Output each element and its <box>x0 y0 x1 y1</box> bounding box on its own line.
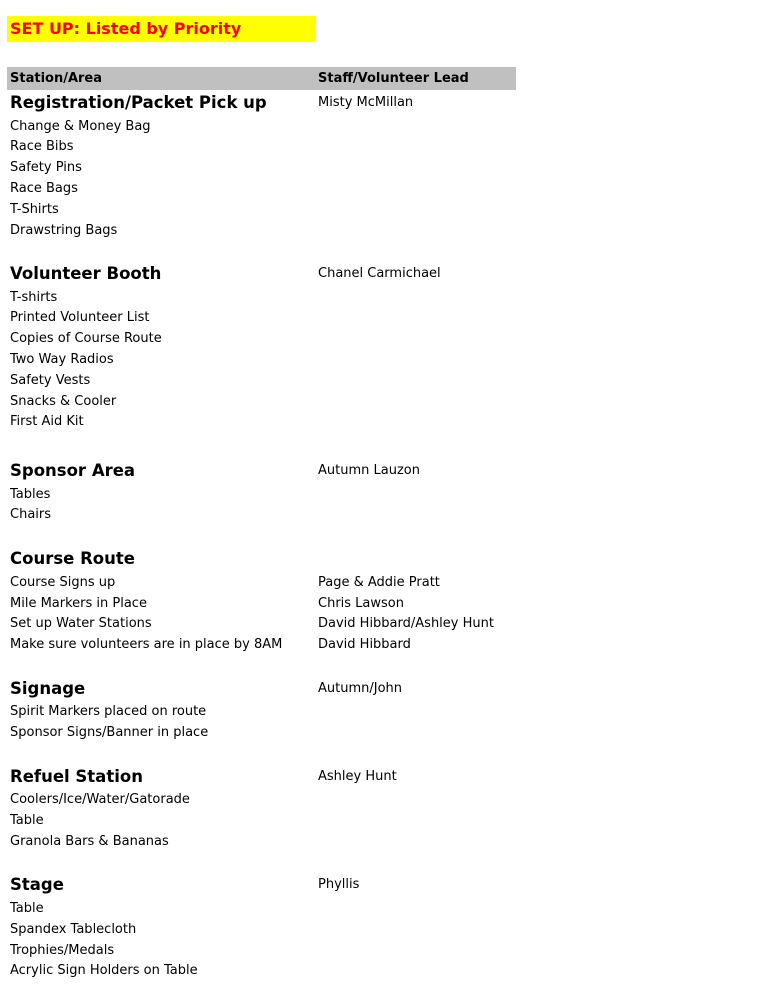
item-text: Spandex Tablecloth <box>10 922 137 937</box>
section-header-signage <box>0 678 767 699</box>
list-item <box>0 349 767 370</box>
section-lead: Autumn/John <box>318 681 403 696</box>
section-lead: Chanel Carmichael <box>318 266 441 281</box>
list-item <box>0 370 767 391</box>
list-item <box>0 831 767 852</box>
column-header-row <box>7 67 516 90</box>
list-item <box>0 960 767 981</box>
item-text: Race Bags <box>10 181 78 196</box>
section-header-course-route <box>0 548 767 569</box>
item-text: T-Shirts <box>10 202 59 217</box>
section-title: Registration/Packet Pick up <box>10 93 267 112</box>
list-item <box>0 810 767 831</box>
item-text: Two Way Radios <box>10 352 114 367</box>
section-title: Volunteer Booth <box>10 264 162 283</box>
section-title: Signage <box>10 679 86 698</box>
section-lead: Misty McMillan <box>318 95 414 110</box>
section-lead: Autumn Lauzon <box>318 463 420 478</box>
item-text: Chairs <box>10 507 52 522</box>
item-text: Race Bibs <box>10 139 74 154</box>
section-header-sponsor-area <box>0 460 767 481</box>
section-lead: Ashley Hunt <box>318 769 397 784</box>
list-item <box>0 328 767 349</box>
page-title: SET UP: Listed by Priority <box>7 16 316 42</box>
list-item <box>0 898 767 919</box>
item-text: Drawstring Bags <box>10 223 118 238</box>
item-text: Spirit Markers placed on route <box>10 704 207 719</box>
list-item <box>0 940 767 961</box>
item-text: Coolers/Ice/Water/Gatorade <box>10 792 190 807</box>
list-item <box>0 157 767 178</box>
section-header-refuel-station <box>0 766 767 787</box>
list-item <box>0 722 767 743</box>
list-item <box>0 391 767 412</box>
column-header-lead: Staff/Volunteer Lead <box>318 71 469 86</box>
item-text: Safety Pins <box>10 160 82 175</box>
item-text: T-shirts <box>10 290 58 305</box>
item-text: Granola Bars & Bananas <box>10 834 169 849</box>
item-text: Course Signs up <box>10 575 116 590</box>
item-text: Trophies/Medals <box>10 943 115 958</box>
list-item <box>0 634 767 655</box>
item-text: Table <box>10 901 44 916</box>
section-lead: Phyllis <box>318 877 360 892</box>
item-text: Safety Vests <box>10 373 91 388</box>
section-title: Refuel Station <box>10 767 143 786</box>
item-text: Sponsor Signs/Banner in place <box>10 725 209 740</box>
list-item <box>0 593 767 614</box>
list-item <box>0 613 767 634</box>
list-item <box>0 484 767 505</box>
item-lead: David Hibbard <box>318 637 411 652</box>
section-title: Sponsor Area <box>10 461 136 480</box>
item-text: Set up Water Stations <box>10 616 152 631</box>
list-item <box>0 919 767 940</box>
item-text: Acrylic Sign Holders on Table <box>10 963 198 978</box>
item-text: Change & Money Bag <box>10 119 151 134</box>
item-text: Make sure volunteers are in place by 8AM <box>10 637 283 652</box>
list-item <box>0 199 767 220</box>
item-lead: David Hibbard/Ashley Hunt <box>318 616 494 631</box>
list-item <box>0 287 767 308</box>
list-item <box>0 789 767 810</box>
section-header-stage <box>0 874 767 895</box>
section-title: Stage <box>10 875 64 894</box>
section-header-registration <box>0 92 767 113</box>
item-text: Tables <box>10 487 51 502</box>
list-item <box>0 136 767 157</box>
section-header-volunteer-booth <box>0 263 767 284</box>
list-item <box>0 572 767 593</box>
list-item <box>0 220 767 241</box>
list-item <box>0 411 767 432</box>
item-lead: Page & Addie Pratt <box>318 575 440 590</box>
item-text: Copies of Course Route <box>10 331 162 346</box>
item-text: Table <box>10 813 44 828</box>
item-text: Printed Volunteer List <box>10 310 150 325</box>
item-text: Snacks & Cooler <box>10 394 117 409</box>
list-item <box>0 504 767 525</box>
column-header-station: Station/Area <box>10 71 103 86</box>
item-lead: Chris Lawson <box>318 596 404 611</box>
section-title: Course Route <box>10 549 135 568</box>
list-item <box>0 307 767 328</box>
item-text: First Aid Kit <box>10 414 84 429</box>
list-item <box>0 701 767 722</box>
list-item <box>0 116 767 137</box>
list-item <box>0 178 767 199</box>
item-text: Mile Markers in Place <box>10 596 147 611</box>
